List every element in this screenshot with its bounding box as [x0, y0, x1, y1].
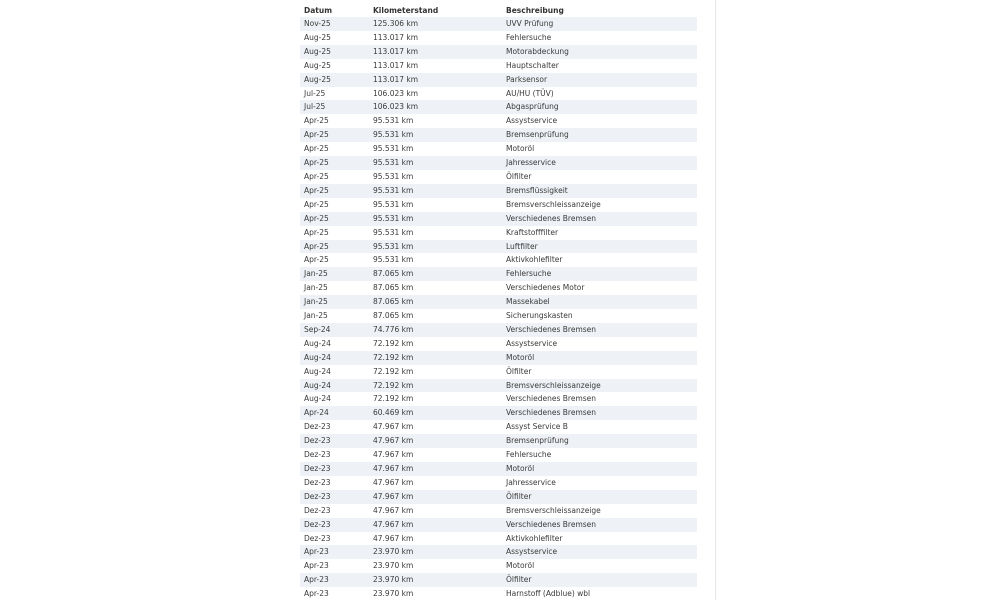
cell-description: Verschiedenes Bremsen	[502, 518, 697, 532]
cell-mileage: 47.967 km	[369, 490, 502, 504]
cell-description: Kraftstofffilter	[502, 226, 697, 240]
cell-date: Aug-24	[300, 337, 369, 351]
cell-mileage: 106.023 km	[369, 87, 502, 101]
table-row	[300, 253, 697, 267]
cell-mileage: 87.065 km	[369, 309, 502, 323]
cell-date: Jan-25	[300, 295, 369, 309]
cell-date: Jan-25	[300, 281, 369, 295]
cell-description: Bremsverschleissanzeige	[502, 198, 697, 212]
table-row	[300, 559, 697, 573]
table-row	[300, 59, 697, 73]
table-row	[300, 17, 697, 31]
cell-description: Aktivkohlefilter	[502, 253, 697, 267]
cell-date: Jan-25	[300, 267, 369, 281]
cell-date: Apr-25	[300, 156, 369, 170]
cell-mileage: 60.469 km	[369, 406, 502, 420]
table-row	[300, 434, 697, 448]
cell-description: Luftfilter	[502, 240, 697, 254]
cell-date: Dez-23	[300, 504, 369, 518]
cell-description: Massekabel	[502, 295, 697, 309]
cell-mileage: 95.531 km	[369, 253, 502, 267]
table-row	[300, 212, 697, 226]
table-row	[300, 587, 697, 600]
cell-description: Sicherungskasten	[502, 309, 697, 323]
cell-mileage: 23.970 km	[369, 587, 502, 600]
cell-description: AU/HU (TÜV)	[502, 87, 697, 101]
table-row	[300, 281, 697, 295]
cell-mileage: 23.970 km	[369, 559, 502, 573]
table-row	[300, 226, 697, 240]
column-header-date: Datum	[304, 5, 333, 15]
cell-description: Ölfilter	[502, 170, 697, 184]
cell-description: Motoröl	[502, 142, 697, 156]
table-row	[300, 392, 697, 406]
table-row	[300, 573, 697, 587]
cell-description: Parksensor	[502, 73, 697, 87]
cell-description: Bremsflüssigkeit	[502, 184, 697, 198]
table-row	[300, 490, 697, 504]
table-row	[300, 267, 697, 281]
cell-date: Apr-25	[300, 226, 369, 240]
cell-description: UVV Prüfung	[502, 17, 697, 31]
cell-date: Apr-25	[300, 184, 369, 198]
cell-mileage: 95.531 km	[369, 128, 502, 142]
cell-date: Dez-23	[300, 462, 369, 476]
table-row	[300, 142, 697, 156]
cell-date: Jul-25	[300, 100, 369, 114]
cell-description: Bremsenprüfung	[502, 434, 697, 448]
table-row	[300, 87, 697, 101]
table-row	[300, 309, 697, 323]
cell-mileage: 47.967 km	[369, 448, 502, 462]
cell-description: Assystservice	[502, 114, 697, 128]
cell-description: Verschiedenes Bremsen	[502, 392, 697, 406]
cell-date: Aug-25	[300, 73, 369, 87]
table-body	[300, 17, 697, 600]
cell-description: Ölfilter	[502, 490, 697, 504]
cell-mileage: 23.970 km	[369, 545, 502, 559]
table-row	[300, 545, 697, 559]
cell-date: Aug-25	[300, 59, 369, 73]
column-header-description: Beschreibung	[506, 5, 564, 15]
cell-date: Aug-24	[300, 379, 369, 393]
cell-date: Dez-23	[300, 490, 369, 504]
cell-date: Dez-23	[300, 476, 369, 490]
table-header-row	[300, 3, 697, 17]
cell-mileage: 113.017 km	[369, 59, 502, 73]
cell-date: Apr-25	[300, 128, 369, 142]
cell-mileage: 125.306 km	[369, 17, 502, 31]
cell-mileage: 87.065 km	[369, 267, 502, 281]
cell-date: Apr-25	[300, 114, 369, 128]
table-row	[300, 114, 697, 128]
table-row	[300, 100, 697, 114]
cell-date: Jan-25	[300, 309, 369, 323]
table-row	[300, 295, 697, 309]
cell-description: Abgasprüfung	[502, 100, 697, 114]
cell-date: Dez-23	[300, 518, 369, 532]
table-row	[300, 504, 697, 518]
cell-description: Assyst Service B	[502, 420, 697, 434]
cell-description: Jahresservice	[502, 476, 697, 490]
table-row	[300, 406, 697, 420]
table-row	[300, 198, 697, 212]
table-row	[300, 337, 697, 351]
cell-date: Apr-25	[300, 170, 369, 184]
cell-date: Apr-24	[300, 406, 369, 420]
cell-description: Fehlersuche	[502, 448, 697, 462]
cell-description: Ölfilter	[502, 573, 697, 587]
table-row	[300, 476, 697, 490]
cell-mileage: 95.531 km	[369, 212, 502, 226]
table-row	[300, 379, 697, 393]
cell-date: Apr-25	[300, 142, 369, 156]
table-row	[300, 128, 697, 142]
cell-mileage: 95.531 km	[369, 184, 502, 198]
cell-date: Apr-25	[300, 212, 369, 226]
cell-date: Aug-24	[300, 365, 369, 379]
cell-description: Fehlersuche	[502, 267, 697, 281]
cell-date: Dez-23	[300, 420, 369, 434]
cell-date: Apr-23	[300, 559, 369, 573]
cell-description: Harnstoff (Adblue) wbl	[502, 587, 697, 600]
cell-mileage: 95.531 km	[369, 240, 502, 254]
table-row	[300, 240, 697, 254]
cell-mileage: 95.531 km	[369, 226, 502, 240]
table-row	[300, 184, 697, 198]
cell-mileage: 72.192 km	[369, 337, 502, 351]
cell-description: Hauptschalter	[502, 59, 697, 73]
cell-date: Jul-25	[300, 87, 369, 101]
cell-mileage: 47.967 km	[369, 504, 502, 518]
content-divider	[715, 0, 716, 600]
cell-description: Aktivkohlefilter	[502, 532, 697, 546]
cell-mileage: 23.970 km	[369, 573, 502, 587]
cell-description: Motoröl	[502, 351, 697, 365]
cell-mileage: 72.192 km	[369, 379, 502, 393]
table-row	[300, 323, 697, 337]
cell-description: Verschiedenes Bremsen	[502, 406, 697, 420]
table-row	[300, 462, 697, 476]
table-row	[300, 170, 697, 184]
table-row	[300, 31, 697, 45]
cell-date: Dez-23	[300, 434, 369, 448]
cell-description: Motoröl	[502, 462, 697, 476]
cell-date: Sep-24	[300, 323, 369, 337]
cell-mileage: 95.531 km	[369, 170, 502, 184]
cell-date: Apr-23	[300, 573, 369, 587]
cell-mileage: 47.967 km	[369, 462, 502, 476]
cell-description: Motorabdeckung	[502, 45, 697, 59]
column-header-mileage: Kilometerstand	[373, 5, 439, 15]
cell-date: Aug-25	[300, 31, 369, 45]
cell-date: Aug-24	[300, 351, 369, 365]
cell-description: Bremsenprüfung	[502, 128, 697, 142]
cell-date: Apr-23	[300, 545, 369, 559]
cell-date: Aug-24	[300, 392, 369, 406]
cell-description: Assystservice	[502, 545, 697, 559]
cell-mileage: 47.967 km	[369, 434, 502, 448]
cell-description: Assystservice	[502, 337, 697, 351]
cell-mileage: 47.967 km	[369, 532, 502, 546]
cell-description: Verschiedenes Bremsen	[502, 323, 697, 337]
cell-mileage: 95.531 km	[369, 114, 502, 128]
table-row	[300, 518, 697, 532]
cell-description: Verschiedenes Bremsen	[502, 212, 697, 226]
cell-mileage: 47.967 km	[369, 518, 502, 532]
cell-mileage: 113.017 km	[369, 31, 502, 45]
cell-mileage: 47.967 km	[369, 476, 502, 490]
cell-date: Nov-25	[300, 17, 369, 31]
cell-mileage: 95.531 km	[369, 156, 502, 170]
service-history-table	[300, 3, 697, 600]
cell-mileage: 72.192 km	[369, 365, 502, 379]
table-row	[300, 351, 697, 365]
cell-description: Bremsverschleissanzeige	[502, 504, 697, 518]
cell-date: Dez-23	[300, 448, 369, 462]
cell-mileage: 113.017 km	[369, 45, 502, 59]
cell-description: Bremsverschleissanzeige	[502, 379, 697, 393]
cell-mileage: 72.192 km	[369, 351, 502, 365]
cell-description: Ölfilter	[502, 365, 697, 379]
cell-date: Apr-23	[300, 587, 369, 600]
cell-mileage: 87.065 km	[369, 295, 502, 309]
cell-description: Motoröl	[502, 559, 697, 573]
cell-mileage: 47.967 km	[369, 420, 502, 434]
cell-date: Dez-23	[300, 532, 369, 546]
cell-description: Fehlersuche	[502, 31, 697, 45]
cell-date: Apr-25	[300, 240, 369, 254]
table-row	[300, 365, 697, 379]
table-row	[300, 45, 697, 59]
cell-date: Apr-25	[300, 253, 369, 267]
cell-mileage: 95.531 km	[369, 142, 502, 156]
cell-description: Verschiedenes Motor	[502, 281, 697, 295]
cell-date: Apr-25	[300, 198, 369, 212]
cell-mileage: 113.017 km	[369, 73, 502, 87]
table-row	[300, 156, 697, 170]
cell-mileage: 87.065 km	[369, 281, 502, 295]
cell-mileage: 72.192 km	[369, 392, 502, 406]
table-row	[300, 532, 697, 546]
cell-mileage: 95.531 km	[369, 198, 502, 212]
table-row	[300, 420, 697, 434]
table-row	[300, 448, 697, 462]
cell-date: Aug-25	[300, 45, 369, 59]
table-row	[300, 73, 697, 87]
cell-description: Jahresservice	[502, 156, 697, 170]
cell-mileage: 106.023 km	[369, 100, 502, 114]
cell-mileage: 74.776 km	[369, 323, 502, 337]
